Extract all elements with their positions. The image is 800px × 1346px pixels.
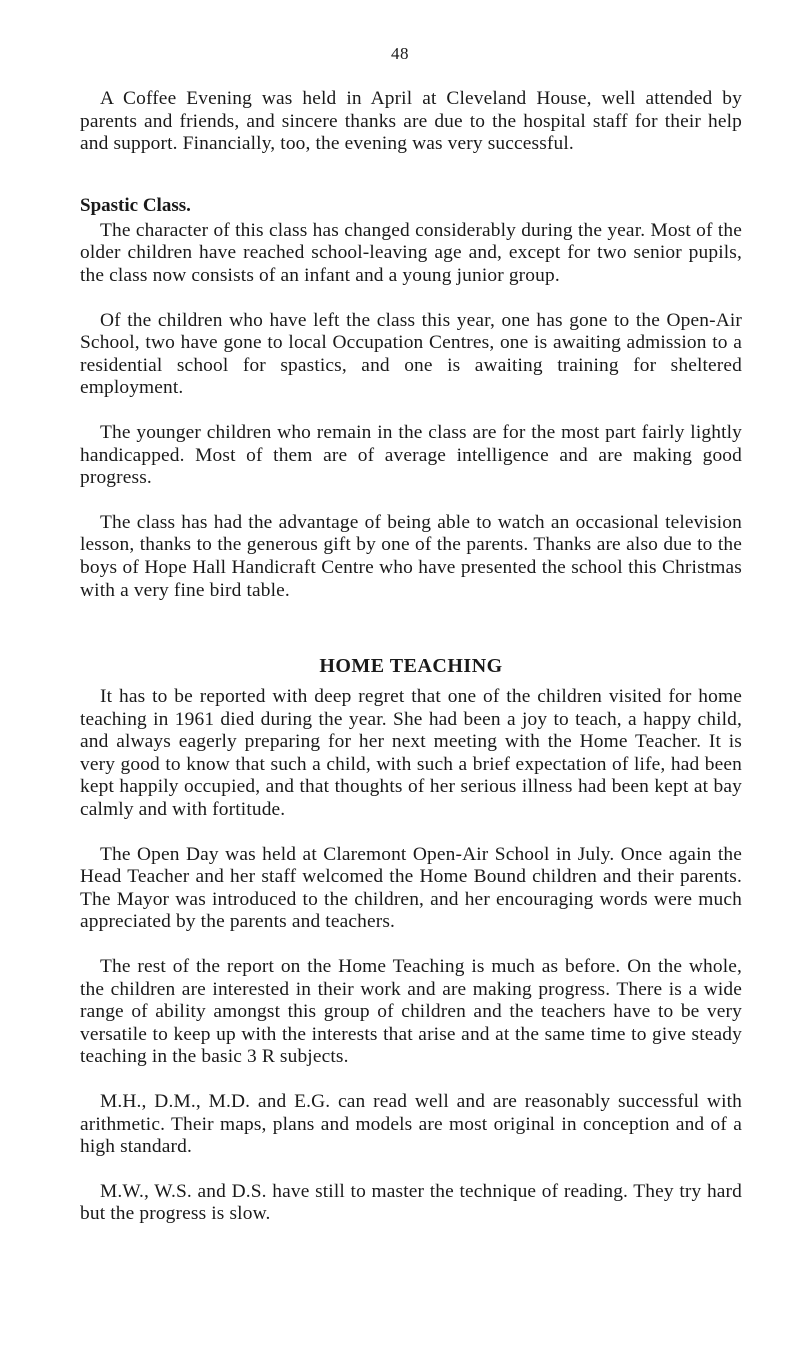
paragraph-younger-children: The younger children who remain in the class are for the most part fairly lightly handicapped. Most of them are of average intelligence and are making good progress. [80, 421, 742, 489]
paragraph-rest-of-report: The rest of the report on the Home Teaching is much as before. On the whole, the children are interested in their work and are making progress. There is a wide range of ability amongst this group of children and the teachers have to be very versatile to keep up with the interests that arise and at the same time to give steady teaching in the basic 3 R subjects. [80, 956, 742, 1068]
paragraph-class-character: The character of this class has changed considerably during the year. Most of the older children have reached school-leaving age and, except for two senior pupils, the class now consists of an infant and a young junior group. [80, 219, 742, 286]
section-heading-spastic-class: Spastic Class. [80, 194, 191, 216]
page-number: 48 [391, 44, 409, 63]
paragraph-deep-regret: It has to be reported with deep regret that one of the children visited for home teaching in 1961 died during the year. She had been a joy to teach, a happy child, and always eagerly preparing for her next meeting with the Home Teacher. It is very good to know that such a child, with such a brief expectation of life, had been kept happily occupied, and that thoughts of her serious illness had been kept at bay calmly and with fortitude. [80, 686, 742, 821]
paragraph-successful-readers: M.H., D.M., M.D. and E.G. can read well and are reasonably successful with arithmetic. Their maps, plans and models are most original in conception and of a high standard. [80, 1091, 742, 1158]
paragraph-children-left: Of the children who have left the class this year, one has gone to the Open-Air School, two have gone to local Occupation Centres, one is awaiting admission to a residential school for spastics, and one is awaiting training for sheltered employment. [80, 309, 742, 399]
page-body [80, 88, 742, 1226]
paragraph-television-lesson: The class has had the advantage of being able to watch an occasional television lesson, thanks to the generous gift by one of the parents. Thanks are also due to the boys of Hope Hall Handicraft Centre who have presented the school this Christmas with a very fine bird table. [80, 511, 742, 601]
paragraph-open-day: The Open Day was held at Claremont Open-Air School in July. Once again the Head Teacher and her staff welcomed the Home Bound children and their parents. The Mayor was introduced to the children, and her encouraging words were much appreciated by the parents and teachers. [80, 843, 742, 933]
section-heading-home-teaching: HOME TEACHING [319, 655, 503, 678]
paragraph-reading-technique: M.W., W.S. and D.S. have still to master the technique of reading. They try hard but the progress is slow. [80, 1180, 742, 1225]
paragraph-coffee-evening: A Coffee Evening was held in April at Cleveland House, well attended by parents and friends, and sincere thanks are due to the hospital staff for their help and support. Financially, too, the evening was very successful. [80, 88, 742, 155]
